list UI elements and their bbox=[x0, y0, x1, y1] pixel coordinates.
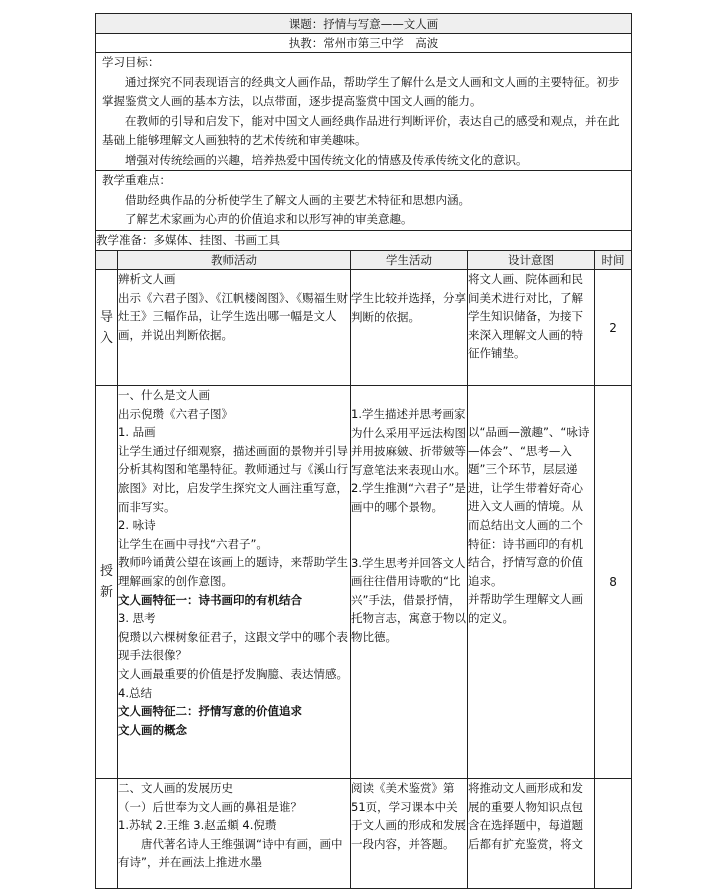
learning-goals-section bbox=[96, 53, 632, 171]
column-header-teacher: 教师活动 bbox=[118, 251, 351, 270]
text-line: 让学生在画中寻找“六君子”。 bbox=[118, 536, 268, 551]
text-line: 3. 思考 bbox=[118, 611, 156, 626]
history-student-activity: 阅读《美术鉴赏》第51页，学习课本中关于文人画的形成和发展一段内容，并答题。 bbox=[351, 779, 468, 889]
intro-teacher-activity bbox=[118, 270, 351, 386]
text-line: 4.总结 bbox=[118, 685, 152, 700]
text-line: 3.学生思考并回答文人画往往借用诗歌的“比兴”手法，借景抒情，托物言志，寓意于物以物比德。 bbox=[351, 555, 466, 644]
intro-design-intent: 将文人画、院体画和民间美术进行对比，了解学生知识储备，为接下来深入理解文人画的特征作铺垫。 bbox=[468, 270, 595, 386]
stage-char: 授 bbox=[99, 564, 113, 579]
text-line: 以“品画—激趣”、“咏诗—体会”、“思考—入题”三个环节，层层递进，让学生带着好奇心进入文人画的情境。从而总结出文人画的二个特征：诗书画印的有机结合，抒情写意的价值追求。 bbox=[468, 425, 590, 588]
text-line: （一）后世奉为文人画的鼻祖是谁？ bbox=[118, 799, 302, 814]
key-points-label: 教学重难点： bbox=[102, 173, 171, 187]
history-design-intent: 将推动文人画形成和发展的重要人物知识点包含在选择题中，每道题后都有扩充鉴赏，将文 bbox=[468, 779, 595, 889]
text-line: 二、文人画的发展历史 bbox=[118, 781, 233, 795]
column-header-student: 学生活动 bbox=[351, 251, 468, 270]
lesson-plan-table bbox=[95, 13, 632, 889]
column-header-stage bbox=[96, 251, 118, 270]
new-time: 8 bbox=[595, 386, 632, 779]
teaching-prep: 教学准备：多媒体、挂图、书画工具 bbox=[96, 230, 632, 251]
stage-char: 入 bbox=[99, 330, 113, 346]
text-line: 文人画最重要的价值是抒发胸臆、表达情感。 bbox=[118, 666, 348, 681]
feature-heading: 文人画特征一：诗书画印的有机结合 bbox=[118, 592, 302, 607]
learning-goal-1: 通过探究不同表现语言的经典文人画作品，帮助学生了解什么是文人画和文人画的主要特征。初步掌握鉴赏文人画的基本方法，以点带面，逐步提高鉴赏中国文人画的能力。 bbox=[102, 74, 620, 108]
text-line: 2. 咏诗 bbox=[118, 518, 156, 533]
key-point-2: 了解艺术家画为心声的价值追求和以形写神的审美意趣。 bbox=[125, 212, 413, 226]
stage-label-history bbox=[96, 779, 118, 889]
stage-label-new bbox=[96, 386, 118, 779]
feature-heading: 文人画特征二：抒情写意的价值追求 bbox=[118, 704, 302, 719]
intro-time: 2 bbox=[595, 270, 632, 386]
key-points-section bbox=[96, 171, 632, 231]
learning-goal-2: 在教师的引导和启发下，能对中国文人画经典作品进行判断评价，表达自己的感受和观点，并在此基础上能够理解文人画独特的艺术传统和审美趣味。 bbox=[102, 113, 620, 147]
learning-goals-label: 学习目标： bbox=[102, 55, 160, 69]
stage-char: 导 bbox=[99, 309, 113, 325]
learning-goal-3: 增强对传统绘画的兴趣，培养热爱中国传统文化的情感及传承传统文化的意识。 bbox=[125, 152, 528, 167]
text-line: 倪瓒以六棵树象征君子，这跟文学中的哪个表现手法很像？ bbox=[118, 629, 348, 663]
feature-heading: 文人画的概念 bbox=[118, 722, 187, 737]
text-line: 让学生通过仔细观察，描述画面的景物并引导分析其构图和笔墨特征。教师通过与《溪山行旅图》对比，启发学生探究文人画注重写意，而非写实。 bbox=[118, 443, 348, 514]
stage-char: 新 bbox=[99, 585, 113, 600]
new-teacher-activity bbox=[118, 386, 351, 779]
table-row-history bbox=[96, 779, 632, 889]
text-line: 1.苏轼 2.王维 3.赵孟頫 4.倪瓒 bbox=[118, 818, 277, 833]
text-line: 学生比较并选择，分享判断的依据。 bbox=[351, 291, 466, 324]
text-line: 出示倪瓒《六君子图》 bbox=[118, 406, 233, 421]
new-student-activity bbox=[351, 386, 468, 779]
text-line: 并帮助学生理解文人画的定义。 bbox=[468, 592, 583, 625]
table-row-intro bbox=[96, 270, 632, 386]
intro-student-activity bbox=[351, 270, 468, 386]
new-design-intent bbox=[468, 386, 595, 779]
text-line: 唐代著名诗人王维强调“诗中有画，画中有诗”，并在画法上推进水墨 bbox=[118, 836, 343, 870]
history-teacher-activity bbox=[118, 779, 351, 889]
column-header-time: 时间 bbox=[595, 251, 632, 270]
table-row-new-lesson bbox=[96, 386, 632, 779]
column-header-design: 设计意图 bbox=[468, 251, 595, 270]
history-time bbox=[595, 779, 632, 889]
text-line: 2.学生推测“六君子”是画中的哪个景物。 bbox=[351, 481, 466, 514]
text-line: 辨析文人画 bbox=[118, 272, 176, 286]
text-line: 教师吟诵黄公望在该画上的题诗，来帮助学生理解画家的创作意图。 bbox=[118, 555, 348, 588]
key-point-1: 借助经典作品的分析使学生了解文人画的主要艺术特征和思想内涵。 bbox=[125, 192, 470, 207]
text-line: 出示《六君子图》、《江帆楼阁图》、《赐福生财灶王》三幅作品，让学生选出哪一幅是文人画，并说出判断依据。 bbox=[118, 290, 348, 342]
text-line: 1.学生描述并思考画家为什么采用平远法构图并用披麻皴、折带皴等写意笔法来表现山水。 bbox=[351, 407, 466, 477]
stage-label-intro bbox=[96, 270, 118, 386]
text-line: 一、什么是文人画 bbox=[118, 388, 210, 402]
text-line: 1. 品画 bbox=[118, 425, 156, 440]
lesson-title: 课题：抒情与写意——文人画 bbox=[96, 14, 632, 34]
lesson-author: 执教：常州市第三中学 高波 bbox=[96, 34, 632, 53]
